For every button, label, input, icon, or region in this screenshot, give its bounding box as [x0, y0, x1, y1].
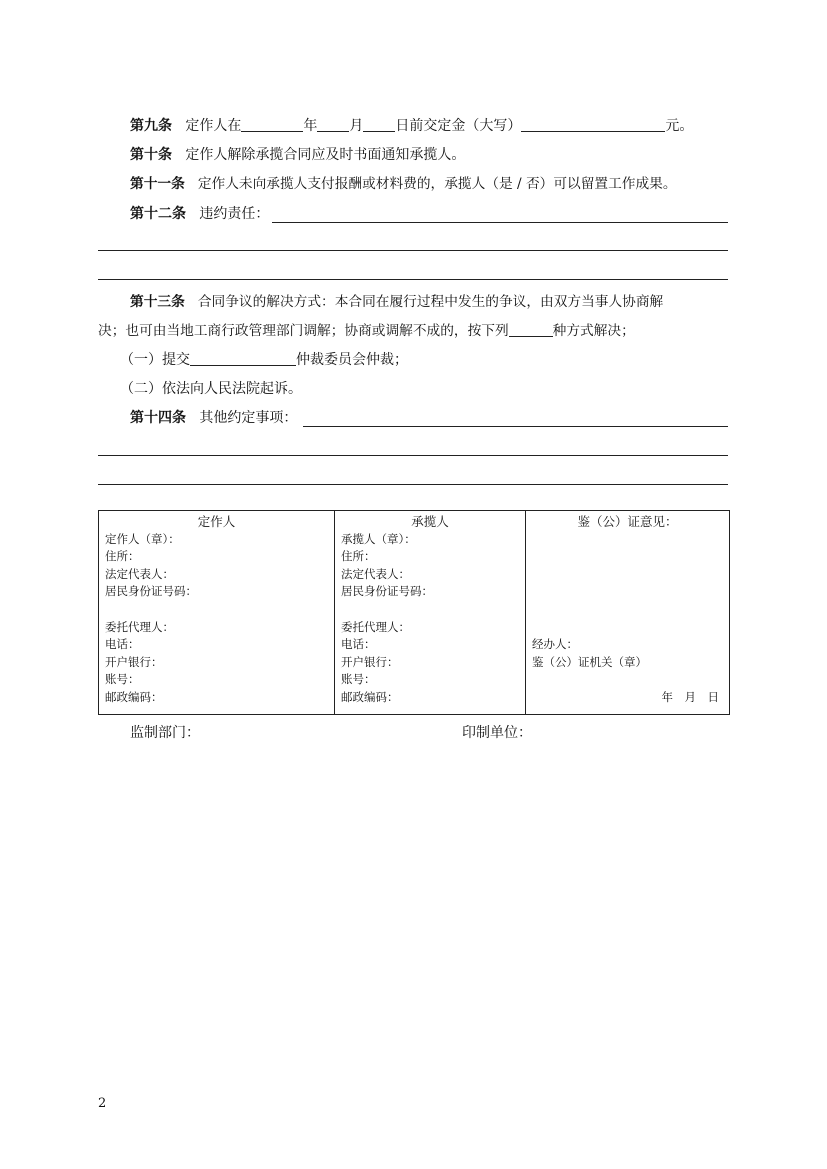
article-13-line-2 — [98, 321, 635, 341]
ordering-party-address: 住所： — [105, 549, 140, 564]
article-11-text: 定作人未向承揽人支付报酬或材料费的，承揽人（是 / 否）可以留置工作成果。 — [197, 176, 677, 192]
article-12-text: 违约责任： — [199, 206, 270, 222]
contractor-cell — [335, 511, 526, 715]
month-blank[interactable] — [317, 116, 349, 132]
option-2 — [120, 379, 302, 399]
deposit-label: 日前交定金（大写） — [395, 118, 522, 134]
option-1 — [120, 350, 408, 370]
year-blank[interactable] — [241, 116, 303, 132]
ordering-party-postcode: 邮政编码： — [105, 689, 163, 704]
article-12-label: 第十二条 — [130, 206, 186, 222]
other-matters-line-1[interactable] — [303, 426, 728, 427]
article-14-text: 其他约定事项： — [199, 410, 298, 426]
other-matters-line-2[interactable] — [98, 455, 728, 456]
supervisor-label: 监制部门： — [130, 725, 200, 741]
article-9-label: 第九条 — [130, 118, 172, 134]
article-10 — [130, 145, 465, 165]
ordering-party-id-number: 居民身份证号码： — [105, 584, 197, 599]
option-2-text: （二）依法向人民法院起诉。 — [120, 381, 302, 397]
yuan-label: 元。 — [665, 118, 694, 134]
article-12 — [130, 204, 269, 224]
article-11 — [130, 174, 677, 194]
contractor-id-number: 居民身份证号码： — [341, 584, 433, 599]
signature-table — [98, 510, 730, 715]
ordering-party-seal: 定作人（章）： — [105, 531, 180, 546]
contractor-account: 账号： — [341, 672, 376, 687]
ordering-party-phone: 电话： — [105, 637, 140, 652]
article-11-label: 第十一条 — [130, 176, 185, 192]
article-14-label: 第十四条 — [130, 410, 186, 426]
notarization-agency: 鉴（公）证机关（章） — [532, 654, 647, 669]
contractor-phone: 电话： — [341, 637, 376, 652]
article-9-text-a: 定作人在 — [185, 118, 242, 134]
contractor-postcode: 邮政编码： — [341, 689, 399, 704]
ordering-party-cell — [99, 511, 335, 715]
ordering-party-account: 账号： — [105, 672, 140, 687]
article-9 — [130, 116, 693, 136]
contractor-agent: 委托代理人： — [341, 619, 410, 634]
notarization-header: 鉴（公）证意见： — [577, 514, 678, 529]
liability-line-3[interactable] — [98, 279, 728, 280]
article-13-line-2b: 种方式解决； — [552, 323, 635, 339]
liability-line-2[interactable] — [98, 250, 728, 251]
ordering-party-bank: 开户银行： — [105, 654, 163, 669]
notarization-cell — [526, 511, 730, 715]
contractor-address: 住所： — [341, 549, 376, 564]
ordering-party-legal-rep: 法定代表人： — [105, 566, 174, 581]
contractor-legal-rep: 法定代表人： — [341, 566, 410, 581]
option-1-a: （一）提交 — [120, 352, 190, 368]
contractor-bank: 开户银行： — [341, 654, 399, 669]
notarization-date: 年 月 日 — [661, 689, 719, 704]
month-label: 月 — [349, 118, 364, 134]
article-10-text: 定作人解除承揽合同应及时书面通知承揽人。 — [185, 147, 466, 163]
printer-label: 印制单位： — [462, 725, 532, 741]
deposit-amount-blank[interactable] — [521, 116, 665, 132]
article-10-label: 第十条 — [130, 147, 172, 163]
contractor-header: 承揽人 — [411, 514, 449, 529]
article-13-line-2a: 决；也可由当地工商行政管理部门调解；协商或调解不成的，按下列 — [98, 323, 509, 339]
liability-line-1[interactable] — [272, 222, 728, 223]
article-14 — [130, 408, 297, 428]
ordering-party-header: 定作人 — [197, 514, 236, 529]
method-number-blank[interactable] — [509, 321, 553, 337]
article-13-line-1: 合同争议的解决方式：本合同在履行过程中发生的争议，由双方当事人协商解 — [197, 294, 664, 310]
article-13 — [130, 292, 663, 312]
arbitration-commission-blank[interactable] — [190, 350, 296, 366]
notarization-handler: 经办人： — [532, 637, 578, 652]
article-13-label: 第十三条 — [130, 294, 185, 310]
option-1-b: 仲裁委员会仲裁； — [296, 352, 408, 368]
page-number: 2 — [98, 1096, 107, 1111]
day-blank[interactable] — [363, 116, 395, 132]
other-matters-line-3[interactable] — [98, 484, 728, 485]
contractor-seal: 承揽人（章）： — [341, 531, 416, 546]
ordering-party-agent: 委托代理人： — [105, 619, 174, 634]
year-label: 年 — [303, 118, 318, 134]
